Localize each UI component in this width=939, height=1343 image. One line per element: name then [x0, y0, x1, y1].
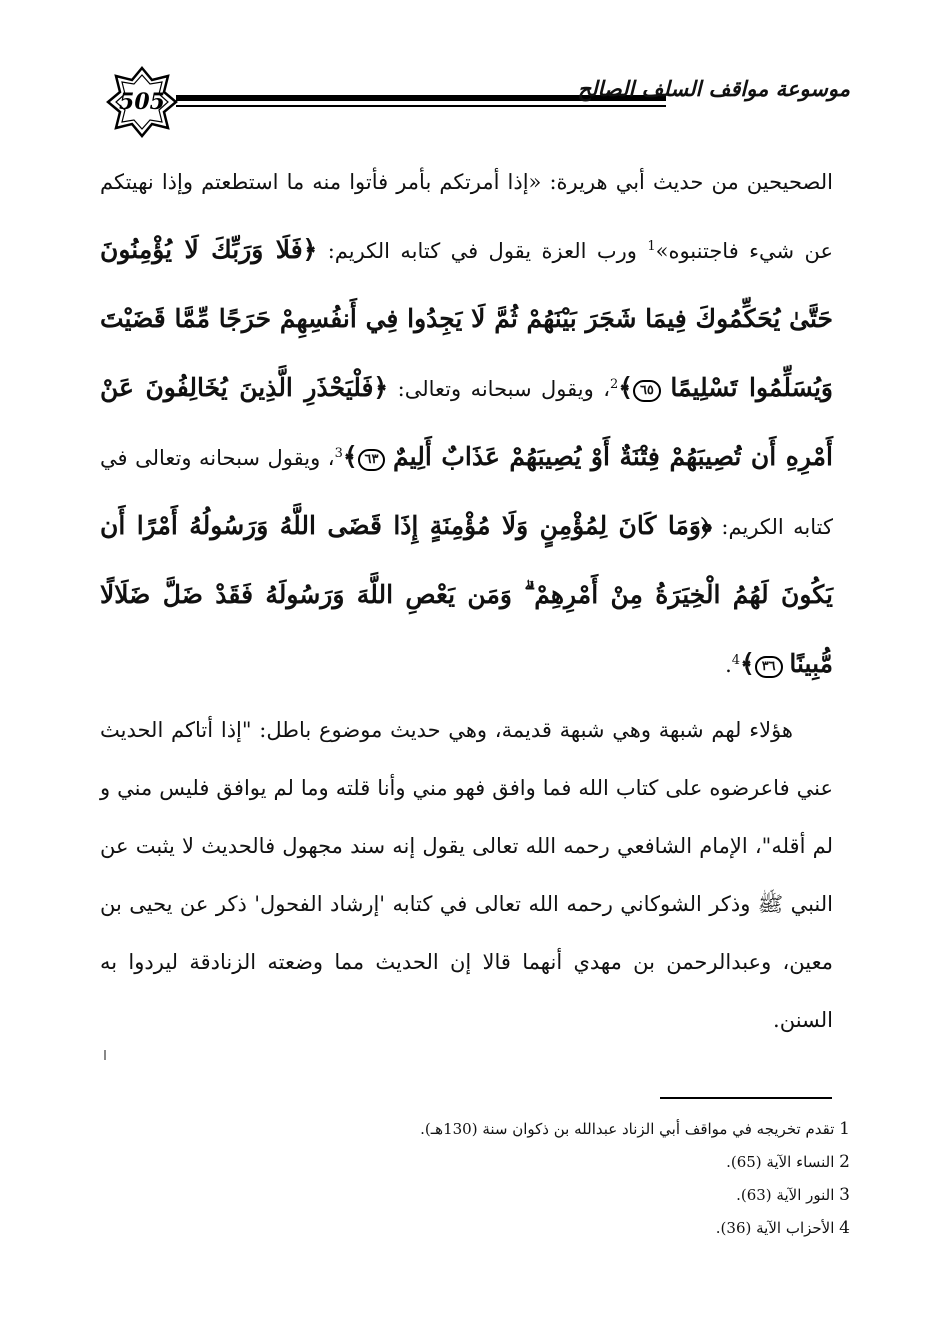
text-segment: ، ويقول سبحانه وتعالى في كتابه الكريم: — [100, 446, 833, 539]
page-number-badge — [106, 66, 178, 138]
header-rule-thin — [176, 105, 666, 107]
text-segment: الصحيحين من حديث أبي هريرة: «إذا أمرتكم بأمر فأتوا منه ما استطعتم وإذا نهيتكم عن شيء فاجتنبوه» — [100, 170, 834, 263]
footnote-text: الأحزاب الآية (36). — [715, 1219, 835, 1237]
footnote-ref: 2 — [610, 377, 619, 392]
quran-verse: ﴿فَلَا وَرَبِّكَ لَا يُؤْمِنُونَ حَتَّىٰ يُحَكِّمُوكَ فِيمَا شَجَرَ بَيْنَهُمْ ثُمَّ لَا يَجِدُوا فِي أَنفُسِهِمْ حَرَجًا مِّمَّا قَضَيْتَ وَيُسَلِّمُوا تَسْلِيمًا — [100, 235, 833, 402]
page-number: 505 — [119, 89, 165, 115]
footnote-number: 2 — [839, 1152, 850, 1172]
main-text — [100, 148, 833, 1049]
paragraph-2: هؤلاء لهم شبهة وهي شبهة قديمة، وهي حديث موضوع باطل: "إذا أتاكم الحديث عني فاعرضوه على كتاب الله فما وافق فهو مني وأنا قلته وما لم يوافق فليس مني و لم أقله"، الإمام الشافعي رحمه الله تعالى يقول إنه سند مجهول فالحديث لا يثبت عن النبي ﷺ وذكر الشوكاني رحمه الله تعالى في كتابه 'إرشاد الفحول' ذكر عن يحيى بن معين، وعبدالرحمن بن مهدي أنهما قالا إن الحديث مما وضعته الزنادقة ليردوا به السنن. — [100, 718, 833, 1032]
footnote-ref: 4 — [731, 653, 741, 668]
footnote-item — [360, 1212, 850, 1245]
footnote-text: تقدم تخريجه في مواقف أبي الزناد عبدالله بن ذكوان سنة (130هـ). — [420, 1120, 835, 1138]
footnote-item — [360, 1146, 850, 1179]
footnote-item — [360, 1113, 850, 1146]
footnote-ref: 1 — [647, 239, 656, 254]
footnotes — [360, 1113, 850, 1245]
book-title: موسوعة مواقف السلف الصالح — [577, 76, 850, 101]
ayah-number: ٣٦ — [755, 656, 783, 678]
ayah-number: ٦٥ — [633, 380, 661, 402]
quran-verse: ﴿فَلْيَحْذَرِ الَّذِينَ يُخَالِفُونَ عَنْ أَمْرِهِ أَن تُصِيبَهُمْ فِتْنَةٌ أَوْ يُصِيبَهُمْ عَذَابٌ أَلِيمٌ — [100, 373, 833, 471]
footnote-text: النور الآية (63). — [736, 1186, 835, 1204]
quran-verse: ﴿وَمَا كَانَ لِمُؤْمِنٍ وَلَا مُؤْمِنَةٍ إِذَا قَضَى اللَّهُ وَرَسُولُهُ أَمْرًا أَن يَكُونَ لَهُمُ الْخِيَرَةُ مِنْ أَمْرِهِمْ ۗ وَمَن يَعْصِ اللَّهَ وَرَسُولَهُ فَقَدْ ضَلَّ ضَلَالًا مُّبِينًا — [100, 511, 833, 678]
text-segment: ورب العزة يقول في كتابه الكريم: — [317, 239, 648, 263]
text-segment: . — [725, 653, 732, 677]
footnote-number: 3 — [839, 1185, 850, 1205]
ayah-number: ٦٣ — [358, 449, 386, 471]
footnote-number: 1 — [839, 1119, 850, 1139]
footnote-number: 4 — [839, 1218, 850, 1238]
footnote-text: النساء الآية (65). — [726, 1153, 835, 1171]
scan-speck — [104, 1050, 106, 1060]
page-header — [100, 62, 850, 142]
footnote-separator — [660, 1097, 832, 1099]
text-segment: ، ويقول سبحانه وتعالى: — [388, 377, 611, 401]
paragraph-1: الصحيحين من حديث أبي هريرة: «إذا أمرتكم بأمر فأتوا منه ما استطعتم وإذا نهيتكم عن شيء فاجتنبوه»$^1$ ورب العزة يقول في كتابه الكريم: ﴿فَلَا وَرَبِّكَ لَا يُؤْمِنُونَ حَتَّىٰ يُحَكِّمُوكَ فِيمَا شَجَرَ بَيْنَهُمْ ثُمَّ لَا يَجِدُوا فِي أَنفُسِهِمْ حَرَجًا مِّمَّا قَضَيْتَ وَيُسَلِّمُوا تَسْلِيمًا ٦٥﴾$^2$، ويقول سبحانه وتعالى: ﴿فَلْيَحْذَرِ الَّذِينَ يُخَالِفُونَ عَنْ أَمْرِهِ أَن تُصِيبَهُمْ فِتْنَةٌ أَوْ يُصِيبَهُمْ عَذَابٌ أَلِيمٌ ٦٣﴾$^3$، ويقول سبحانه وتعالى في كتابه الكريم: ﴿وَمَا كَانَ لِمُؤْمِنٍ وَلَا مُؤْمِنَةٍ إِذَا قَضَى اللَّهُ وَرَسُولُهُ أَمْرًا أَن يَكُونَ لَهُمُ الْخِيَرَةُ مِنْ أَمْرِهِمْ ۗ وَمَن يَعْصِ اللَّهَ وَرَسُولَهُ فَقَدْ ضَلَّ ضَلَالًا مُّبِينًا ٣٦﴾$^4$. — [100, 170, 834, 678]
footnote-item — [360, 1179, 850, 1212]
footnote-ref: 3 — [334, 446, 343, 461]
